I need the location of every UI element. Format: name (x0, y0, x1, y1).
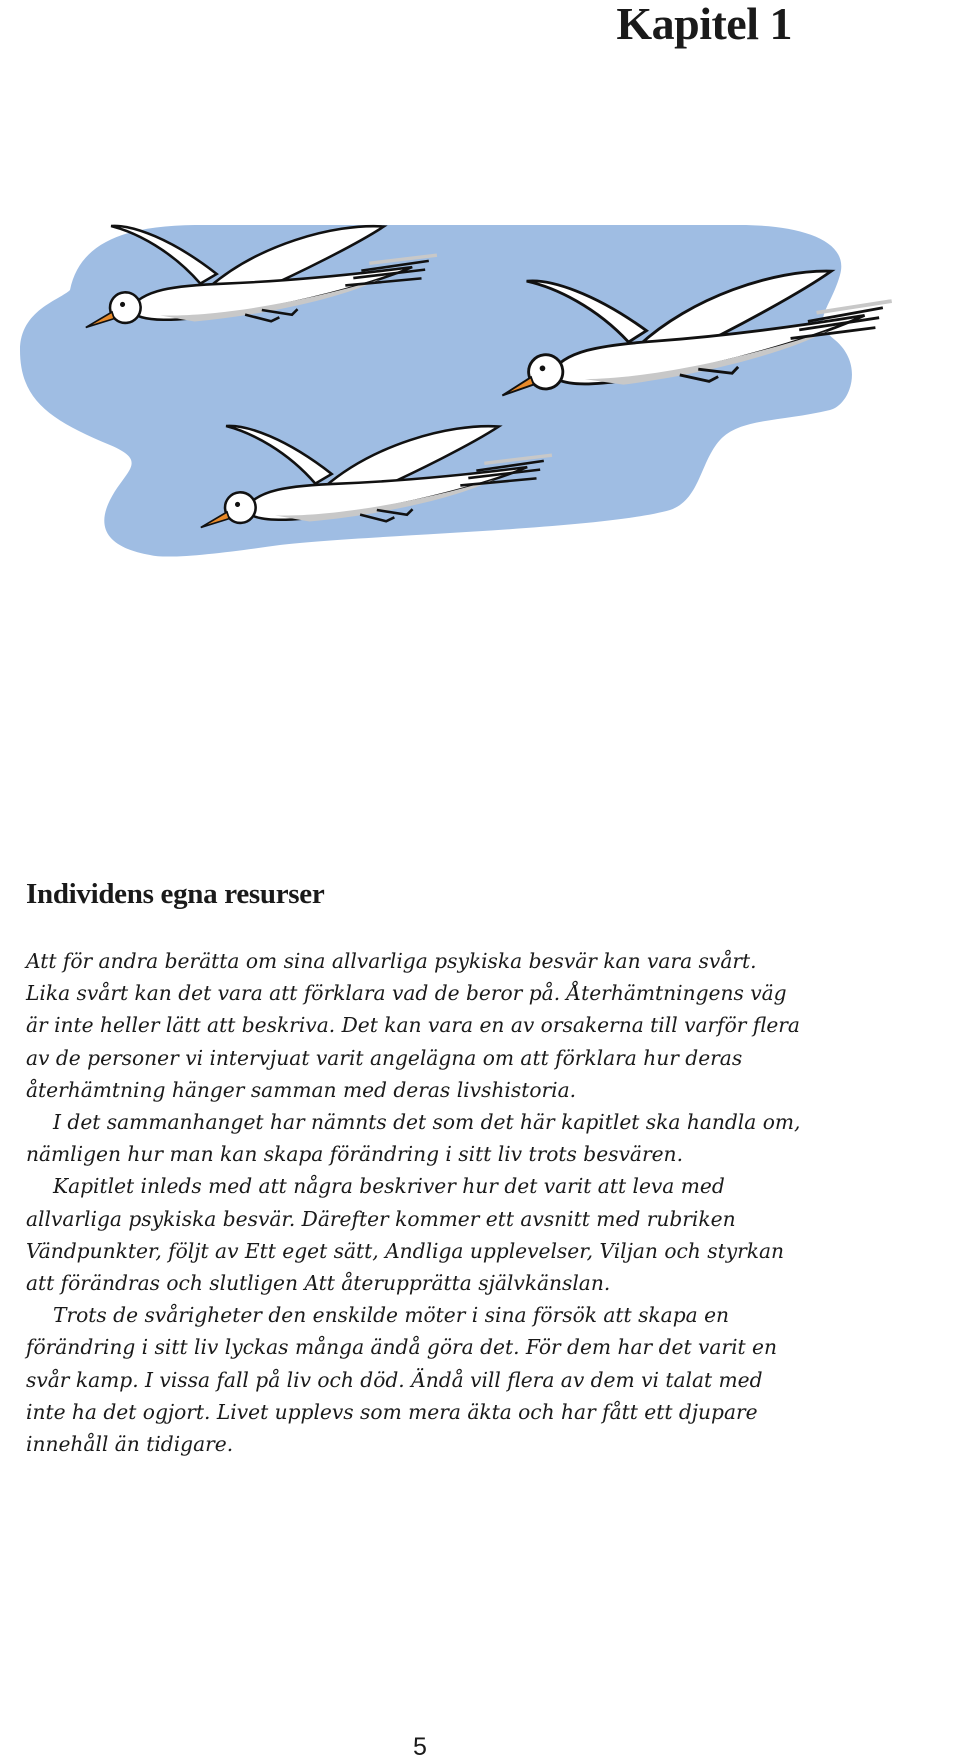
paragraph: Att för andra berätta om sina allvarliga psykiska besvär kan vara svårt. Lika svårt kan det vara att förklara vad de beror på. Återhämtningens väg är inte heller lätt att beskriva. Det kan vara en av orsakerna till varför flera av de personer vi intervjuat varit angelägna om att förklara hur deras återhämtning hänger samman med deras livshistoria. (26, 949, 800, 1102)
chapter-title: Kapitel 1 (616, 0, 792, 49)
paragraph: Trots de svårigheter den enskilde möter i sina försök att skapa en förändring i sitt liv lyckas många ändå göra det. För dem har det varit en svår kamp. I vissa fall på liv och död. Ändå vill flera av dem vi talat med inte ha det ogjort. Livet upplevs som mera äkta och har fått ett djupare innehåll än tidigare. (26, 1303, 778, 1457)
section-heading: Individens egna resurser (26, 878, 325, 910)
body-text (26, 945, 806, 1460)
sky-cloud-shape (20, 225, 852, 557)
page-number: 5 (413, 1733, 427, 1761)
paragraph: I det sammanhanget har nämnts det som det här kapitlet ska handla om, nämligen hur man kan skapa förändring i sitt liv trots besvären. (26, 1110, 801, 1167)
birds-illustration (0, 200, 960, 660)
paragraph: Kapitlet inleds med att några beskriver hur det varit att leva med allvarliga psykiska besvär. Därefter kommer ett avsnitt med rubriken Vändpunkter, följt av Ett eget sätt, Andliga upplevelser, Viljan och styrkan att förändras och slutligen Att återupprätta självkänslan. (26, 1174, 785, 1296)
